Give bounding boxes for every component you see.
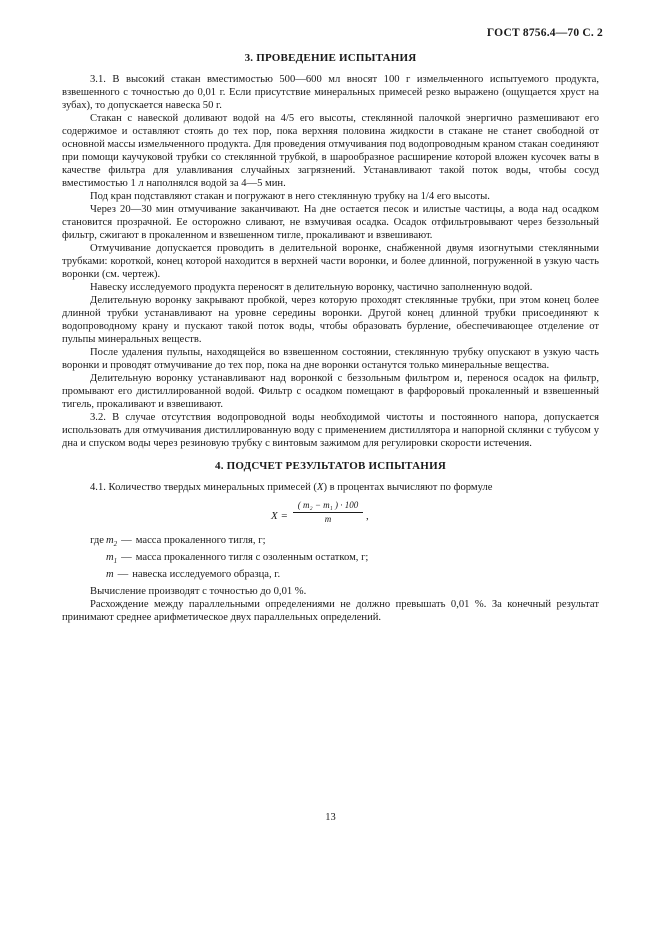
paragraph: Стакан с навеской доливают водой на 4/5 его высоты, стеклянной палочкой энергично размешивают его содержимое и оставляют стоять до тех пор, пока верхняя половина жидкости в стакане не станет свободной от основной массы измельченного продукта. Для проведения отмучивания под водопроводным краном стакан соединяют при помощи каучуковой трубки со стеклянной трубкой, в шарообразное расширение которой вложен кусочек ваты в качестве фильтра для улавливания случайных загрязнений. Устанавливают такой поток воды, чтобы сосуд вместимостью 1 л наполнялся водой за 4—5 мин. xyxy=(62,113,599,189)
definition-dash: — xyxy=(121,552,132,564)
formula-fraction xyxy=(293,500,363,525)
definition-text: масса прокаленного тигля с озоленным остатком, г; xyxy=(135,552,369,564)
definition-row xyxy=(62,534,599,551)
formula-numerator: ( m₂ − m₁ ) · 100 xyxy=(297,500,359,510)
formula-lhs: X = xyxy=(271,510,288,522)
paragraph: 3.1. В высокий стакан вместимостью 500—600 мл вносят 100 г измельченного испытуемого продукта, взвешенного с точностью до 0,01 г. Если присутствие минеральных примесей резко выражено (ощущается хруст на зубах), то допускается навеска 50 г. xyxy=(62,74,599,111)
paragraph: Под кран подставляют стакан и погружают в него стеклянную трубку на 1/4 его высоты. xyxy=(90,191,490,202)
intro-variable: X xyxy=(316,482,324,493)
definition-dash: — xyxy=(121,535,132,546)
paragraph: Через 20—30 мин отмучивание заканчивают. На дне остается песок и илистые частицы, а вода над осадком становится прозрачной. Ее осторожно сливают, не взмучивая осадка. Осадок отфильтровывают через беззольный фильтр, сжигают в прокаленном и взвешенном тигле, прокаливают и взвешивают. xyxy=(62,204,599,241)
paragraph: 3.2. В случае отсутствия водопроводной воды необходимой чистоты и постоянного напора, допускается использовать для отмучивания дистиллированную воду с применением дистиллятора и напорной склянки с тубусом у дна и спуском воды через резиновую трубку с винтовым зажимом для регулировки скорости истечения. xyxy=(62,412,599,449)
definition-prefix xyxy=(62,568,106,585)
definition-dash: — xyxy=(117,569,129,581)
formula-tail: , xyxy=(366,510,369,522)
definition-prefix: где xyxy=(90,535,104,546)
paragraph: Делительную воронку устанавливают над воронкой с беззольным фильтром и, перенося осадок на фильтр, промывают его дистиллированной водой. Фильтр с осадком помещают в фарфоровый прокаленный и взвешенный тигель, прокаливают и взвешивают. xyxy=(62,373,599,410)
intro-prefix: 4.1. Количество твердых минеральных примесей ( xyxy=(90,482,317,493)
paragraph: Делительную воронку закрывают пробкой, через которую проходят стеклянные трубки, при этом конец более длинной трубки устанавливают на уровне середины воронки. Другой конец длинной трубки присоединяют к водопроводному крану и пускают такой поток воды, чтобы образовать бурление, обеспечивающее отделение от пульпы минеральных веществ. xyxy=(62,295,599,345)
definition-text: масса прокаленного тигля, г; xyxy=(135,535,266,546)
intro-suffix: ) в процентах вычисляют по формуле xyxy=(323,482,493,493)
formula-denominator: m xyxy=(324,514,332,524)
variable-definitions xyxy=(62,534,599,585)
document-header: ГОСТ 8756.4—70 С. 2 xyxy=(486,27,603,39)
definition-text: навеска исследуемого образца, г. xyxy=(132,569,281,581)
page-number: 13 xyxy=(325,812,336,823)
section-3-title: 3. ПРОВЕДЕНИЕ ИСПЫТАНИЯ xyxy=(244,52,417,64)
paragraph: Отмучивание допускается проводить в делительной воронке, снабженной двумя изогнутыми стеклянными трубками: короткой, конец которой находится в верхней части воронки, и более длинной, погруженной в узкую часть воронки (см. чертеж). xyxy=(62,243,599,280)
definition-variable: $m_1$ xyxy=(106,552,118,566)
paragraph: После удаления пульпы, находящейся во взвешенном состоянии, стеклянную трубку опускают в узкую часть воронки и проводят отмучивание до тех пор, пока на дне воронки останутся только минеральные вещества. xyxy=(62,347,599,371)
paragraph: Расхождение между параллельными определениями не должно превышать 0,01 %. За конечный результат принимают среднее арифметическое двух параллельных определений. xyxy=(62,599,599,624)
formula-block xyxy=(62,498,599,532)
paragraph: Вычисление производят с точностью до 0,01 %. xyxy=(90,586,307,598)
definition-variable: $m_2$ xyxy=(106,535,118,549)
definition-row xyxy=(62,551,599,568)
section-4-title: 4. ПОДСЧЕТ РЕЗУЛЬТАТОВ ИСПЫТАНИЯ xyxy=(215,460,446,472)
definition-prefix xyxy=(62,551,106,568)
formula-intro xyxy=(62,481,599,494)
definition-row xyxy=(62,568,599,585)
fraction-bar xyxy=(293,512,363,513)
paragraph: Навеску исследуемого продукта переносят в делительную воронку, частично заполненную водой. xyxy=(90,282,533,293)
definition-variable: m xyxy=(106,569,114,581)
document-body xyxy=(62,52,599,624)
